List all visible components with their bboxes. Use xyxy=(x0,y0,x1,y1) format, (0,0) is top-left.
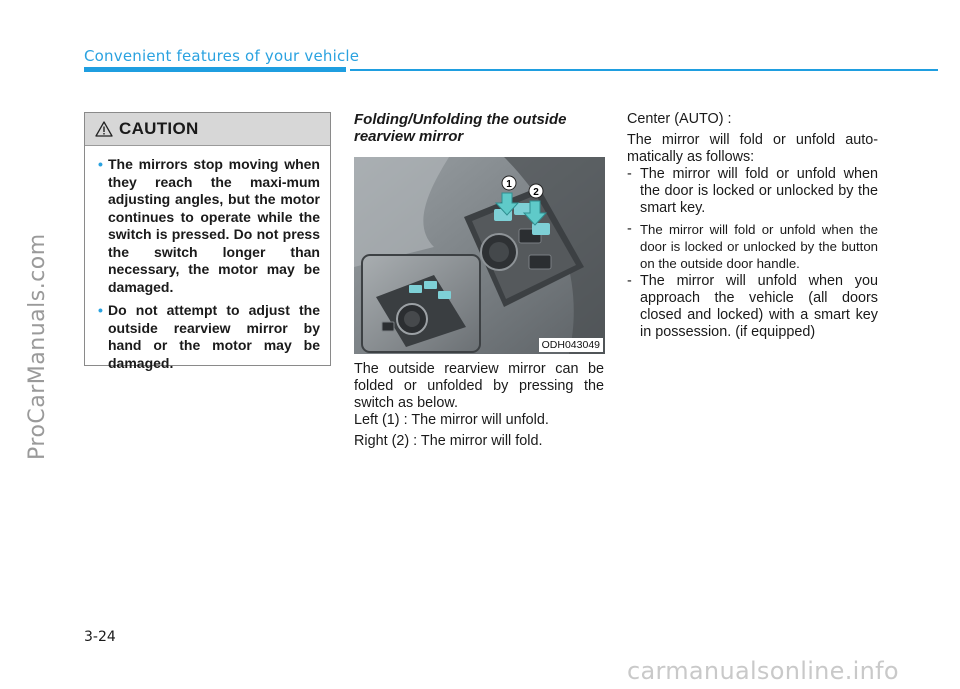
section-heading: Folding/Unfolding the outside rearview mirror xyxy=(354,111,567,145)
footer-watermark: carmanualsonline.info xyxy=(627,657,899,685)
caution-header xyxy=(85,113,330,146)
caution-item xyxy=(98,302,320,372)
auto-intro: The mirror will fold or unfold auto-matically as follows: xyxy=(627,132,878,165)
caution-item-text: Do not attempt to adjust the outside rearview mirror by hand or the motor may be damaged. xyxy=(108,302,320,371)
auto-list-item-text: The mirror will fold or unfold when the door is locked or unlocked by the button on the outside door handle. xyxy=(640,222,878,271)
bullet-icon: • xyxy=(98,302,103,318)
caution-list xyxy=(98,156,320,372)
auto-list-item-text: The mirror will fold or unfold when the door is locked or unlocked by the smart key. xyxy=(640,166,878,216)
caution-title: CAUTION xyxy=(119,119,199,138)
auto-list-item-text: The mirror will unfold when you approach the vehicle (all doors closed and locked) with a smart key in possession. (if equipped) xyxy=(640,273,878,340)
header-rule-thick xyxy=(84,67,346,72)
door-panel-illustration xyxy=(354,157,605,354)
auto-list-item xyxy=(627,273,878,341)
dash-bullet: - xyxy=(627,166,632,182)
callout-2: 2 xyxy=(533,187,539,198)
header-rule-thin xyxy=(350,69,938,71)
caution-item-text: The mirrors stop moving when they reach the maxi-mum adjusting angles, but the motor continues to operate while the switch is pressed. Do not press the switch longer than necessary, the motor may be damaged. xyxy=(108,156,320,295)
mirror-switch-figure xyxy=(354,157,605,354)
auto-list-item xyxy=(627,221,878,272)
auto-label: Center (AUTO) : xyxy=(627,111,732,127)
page-number: 3-24 xyxy=(84,629,116,645)
warning-triangle-icon xyxy=(95,121,113,137)
left-switch-text: Left (1) : The mirror will unfold. xyxy=(354,412,549,428)
callout-1: 1 xyxy=(506,179,512,190)
auto-list-item xyxy=(627,166,878,217)
side-watermark: ProCarManuals.com xyxy=(25,233,50,460)
intro-paragraph: The outside rearview mirror can be folded or unfolded by pressing the switch as below. xyxy=(354,361,604,411)
figure-code: ODH043049 xyxy=(539,338,603,352)
bullet-icon: • xyxy=(98,156,103,172)
dash-bullet: - xyxy=(627,273,632,289)
caution-item xyxy=(98,156,320,296)
right-switch-text: Right (2) : The mirror will fold. xyxy=(354,433,543,449)
section-header-title: Convenient features of your vehicle xyxy=(84,47,360,65)
dash-bullet: - xyxy=(627,221,632,237)
caution-box xyxy=(84,112,331,371)
